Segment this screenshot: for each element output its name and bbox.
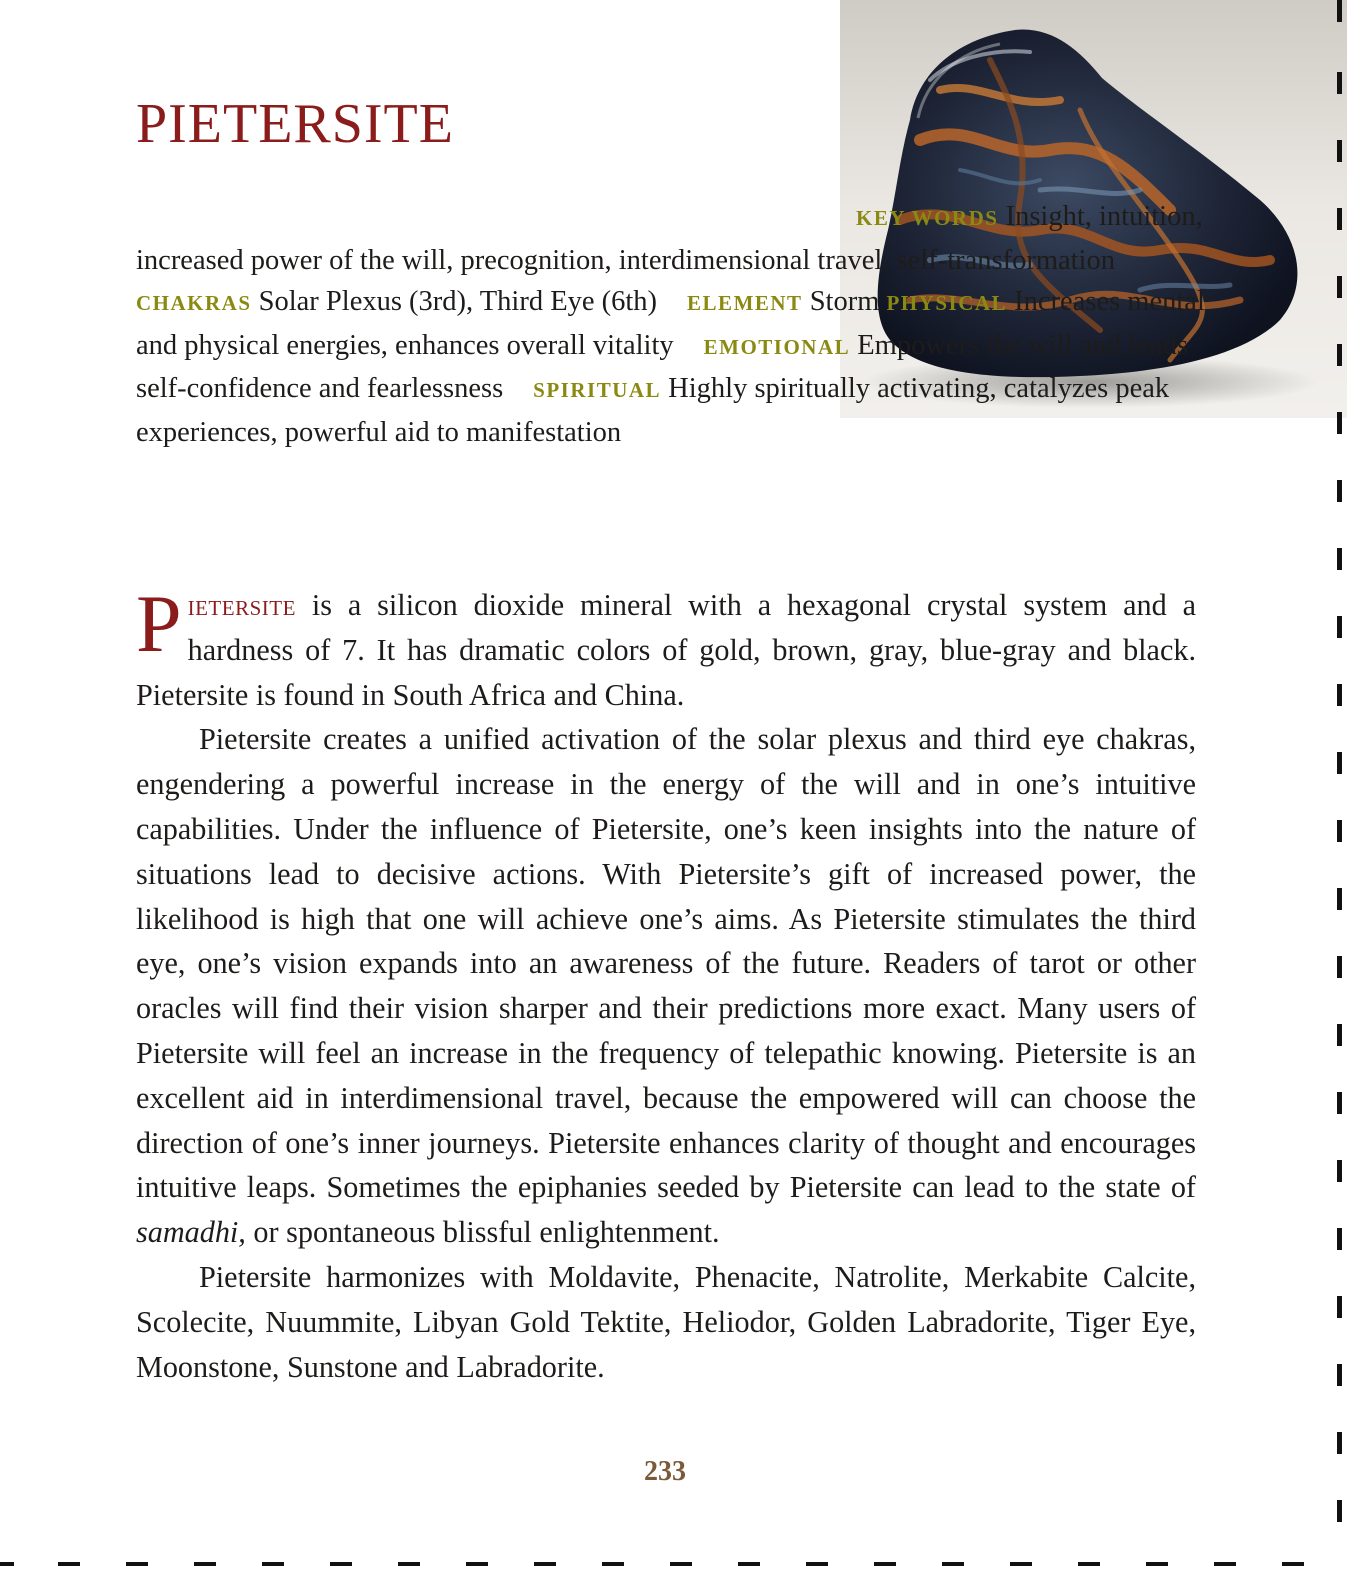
paragraph-harmonizes-text: Pietersite harmonizes with Moldavite, Phenacite, Natrolite, Merkabite Calcite, Scolecite, Nuummite, Libyan Gold Tektite, Heliodor, Golden Labradorite, Tiger Eye, Moonstone, Sunstone and Labradorite. [136,1259,1196,1384]
page-title: PIETERSITE [136,93,454,155]
page-number: 233 [644,1456,686,1487]
article-body [136,578,1196,1389]
emotional-label: EMOTIONAL [703,334,851,359]
chakras-label: CHAKRAS [136,291,252,316]
paragraph-harmonizes [136,1255,1196,1389]
samadhi-italic: samadhi, [136,1215,246,1250]
paragraph-properties-text: Pietersite creates a unified activation of the solar plexus and third eye chakras, engendering a powerful increase in the energy of the will and in one’s intuitive capabilities. Under the influence of Pietersite, one’s keen insights into the nature of situations lead to decisive actions. With Pietersite’s gift of increased power, the likelihood is high that one will achieve one’s aims. As Pietersite stimulates the third eye, one’s vision expands into an awareness of the future. Readers of tarot or other oracles will find their vision sharper and their predictions more exact. Many users of Pietersite will feel an increase in the frequency of telepathic knowing. Pietersite is an excellent aid in interdimensional travel, because the empowered will can choose the direction of one’s inner journeys. Pietersite enhances clarity of thought and encourages intuitive leaps. Sometimes the epiphanies seeded by Pietersite can lead to the state of [136,722,1196,1205]
drop-cap: P [136,578,182,669]
element-value: Storm [809,286,880,318]
lead-in-caps: ietersite [187,588,296,622]
quick-reference [136,196,1211,454]
key-words-label: KEY WORDS [856,206,999,230]
paragraph-intro [136,578,1196,717]
spiritual-label: SPIRITUAL [533,378,662,403]
spiritual-value: Highly spiritually activating, catalyzes peak experiences, powerful aid to manifestation [136,373,1170,448]
physical-value: Increases mental and physical energies, enhances overall vitality [136,286,1205,361]
right-edge-crop-marks [1337,0,1343,1572]
emotional-value: Empowers the will and lends self-confidence and fearlessness [136,329,1189,405]
chakras-value: Solar Plexus (3rd), Third Eye (6th) [258,286,658,318]
bottom-edge-crop-marks [0,1562,1347,1568]
paragraph-properties [136,717,1196,1255]
element-label: ELEMENT [687,291,803,316]
physical-label: PHYSICAL [886,291,1008,316]
key-words-value: Insight, intuition, increased power of the will, precognition, interdimensional travel, self-transformation [136,201,1203,276]
paragraph-intro-text: is a silicon dioxide mineral with a hexagonal crystal system and a hardness of 7. It has dramatic colors of gold, brown, gray, blue-gray and black. Pietersite is found in South Africa and China. [136,588,1196,712]
paragraph-properties-end: or spontaneous blissful enlightenment. [245,1215,720,1250]
